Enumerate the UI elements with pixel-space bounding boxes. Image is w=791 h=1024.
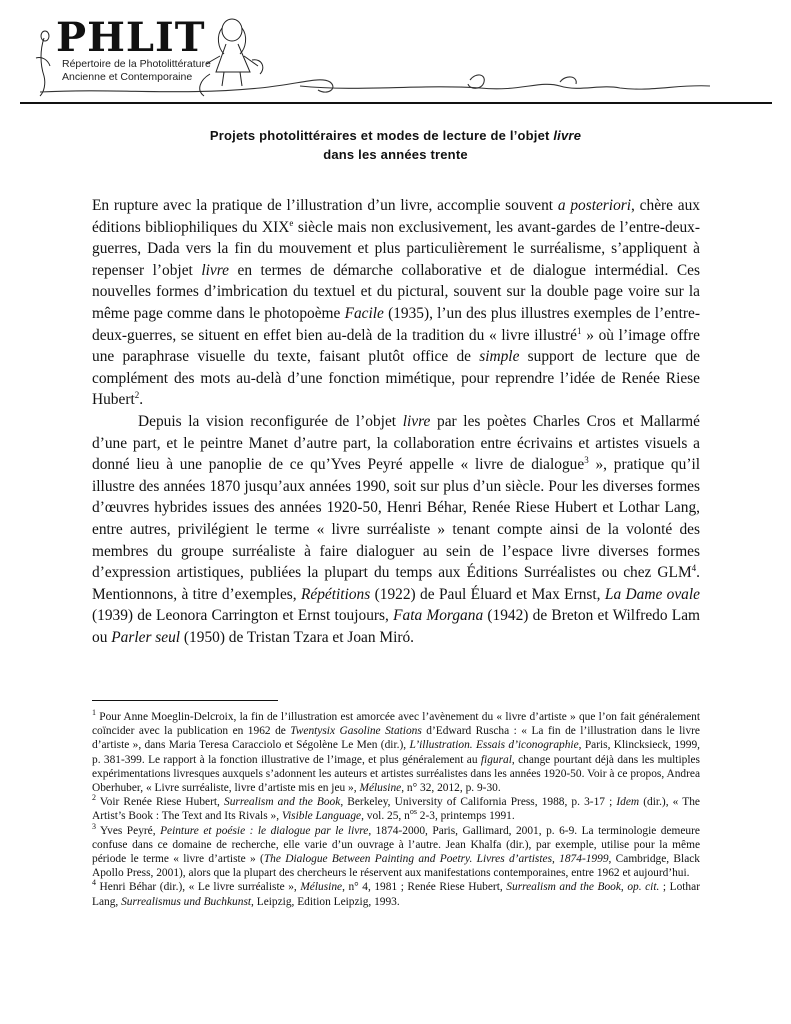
text-run: , Cambridge, Black Apollo Press, 2001), alors que la plupart des chercheurs le réservent aux manifestations contemporaines, entre 1962 et aujourd’hui. — [92, 853, 701, 880]
text-run: figural — [480, 753, 512, 766]
footnote-ref-1[interactable]: 1 — [577, 325, 582, 336]
text-run: livre — [201, 261, 229, 279]
text-run: Répétitions — [301, 585, 371, 603]
text-run: Voir Renée Riese Hubert, — [96, 796, 224, 809]
text-run: L’illustration. Essais d’iconographie — [409, 739, 579, 752]
text-run: , n° 4, 1981 ; Renée Riese Hubert, — [342, 881, 507, 894]
text-run: Yves Peyré, — [96, 824, 161, 837]
header-rule — [20, 102, 772, 104]
text-run: Surrealism and the Book — [506, 881, 621, 894]
text-run: 3 — [92, 821, 96, 831]
paragraph-1 — [92, 195, 700, 411]
text-run: , vol. 25, n — [361, 810, 410, 823]
text-run: Parler seul — [111, 628, 181, 646]
body-text — [92, 195, 700, 648]
text-run: 1 — [92, 708, 96, 718]
text-run: Surrealism and the Book — [224, 796, 341, 809]
title-line-2: dans les années trente — [323, 147, 468, 162]
text-run: Surrealismus und Buchkunst — [121, 895, 252, 908]
text-run: op. cit. — [627, 881, 660, 894]
text-run: simple — [479, 348, 520, 366]
text-run: (1939) de Leonora Carrington et Ernst toujours, — [92, 607, 394, 625]
text-run: The Dialogue Between Painting and Poetry. Livres d’artistes, 1874-1999 — [263, 853, 609, 866]
text-run: En rupture avec la pratique de l’illustration d’un livre, accomplie souvent — [92, 197, 558, 214]
text-run: (1942) de Breton et Wilfredo Lam ou — [92, 607, 701, 646]
text-run: 2-3, printemps 1991. — [416, 810, 515, 823]
text-run: Depuis la vision reconfigurée de l’objet — [138, 412, 403, 430]
footnote-separator — [92, 700, 278, 701]
text-run: siècle mais non exclusivement, les avant-gardes de l’entre-deux-guerres, Dada vers la fin du mouvement et plus particulièrement le surréalisme, s’appliquent à repenser l’objet — [92, 218, 700, 279]
logo-text — [56, 14, 211, 84]
footnote-1 — [92, 710, 700, 795]
text-run: 2 — [92, 793, 96, 803]
text-run: 4 — [92, 878, 96, 888]
page-header — [0, 0, 791, 110]
text-run: Mélusine — [300, 881, 343, 894]
text-run: , — [620, 881, 628, 894]
title-line-1 — [0, 126, 791, 145]
document-title — [0, 126, 791, 164]
text-run: , chère aux éditions bibliophiliques du XIX — [92, 197, 700, 236]
footnote-4 — [92, 880, 700, 908]
text-run: », pratique qu’il illustre des années 1870 jusqu’aux années 1990, soit sur plus d’un siècle. Pour les diverses formes d’œuvres hybrides issues des années 1920-50, Henri Béhar, Renée Riese Hubert et Lothar Lang, entre autres, privilégient le terme « livre surréaliste » tenant compte ainsi de la volonté des membres du groupe surréaliste à faire dialoguer au sein de l’espace livre diverses formes d’expression artistiques, publiées la plupart du temps aux Éditions Surréalistes ou chez GLM — [92, 456, 700, 582]
text-run: , 1874-2000, Paris, Gallimard, 2001, p. 6-9. La terminologie demeure confuse dans ce domaine de recherche, elle varie d’un ouvrage à l’autre. Jean Khalfa (dir.), par exemple, utilise pour la même période le terme « livre d’artiste » ( — [92, 824, 700, 866]
text-run: os — [409, 807, 417, 817]
text-run: , Leipzig, Edition Leipzig, 1993. — [251, 895, 400, 908]
text-run: e — [289, 217, 294, 228]
text-run: ; Lothar Lang, — [92, 881, 700, 908]
text-run: par les poètes Charles Cros et Mallarmé d’une part, et le peintre Manet d’autre part, la collaboration entre écrivains et artistes visuels a donné lieu à une panoplie de ce qu’Yves Peyré appelle « livre de dialogue — [92, 412, 700, 474]
text-run: support de lecture que de complément des mots au-delà d’une fonction mimétique, pour reprendre l’idée de Renée Riese Hubert — [92, 348, 700, 409]
brand-name: PHLIT — [56, 14, 206, 61]
text-run: , Berkeley, University of California Press, 1988, p. 3-17 ; — [340, 796, 617, 809]
text-run: Henri Béhar (dir.), « Le livre surréaliste », — [96, 881, 301, 894]
text-run: en termes de démarche collaborative et de dialogue intermédial. Ces nouvelles formes d’imbrication du textuel et du pictural, souvent sur la double page voire sur la même page comme dans le photopoème — [92, 261, 700, 322]
text-run: La Dame ovale — [604, 585, 700, 603]
text-run: Twentysix Gasoline Stations — [290, 725, 422, 738]
footnote-ref-4[interactable]: 4 — [691, 562, 697, 573]
text-run: Visible Language — [281, 810, 362, 823]
text-run: , n° 32, 2012, p. 9-30. — [401, 782, 501, 795]
footnote-ref-3[interactable]: 3 — [584, 455, 589, 465]
paragraph-2 — [92, 411, 700, 649]
footnotes — [92, 710, 700, 909]
text-run: (1935), l’un des plus illustres exemples de l’entre-deux-guerres, se situent en effet bien au-delà de la tradition du « livre illustré — [92, 304, 700, 344]
text-run: (dir.), « The Artist’s Book : The Text and Its Rivals », — [92, 796, 700, 823]
text-run: Fata Morgana — [393, 607, 484, 625]
brand-subtitle-1: Répertoire de la Photolittérature — [62, 58, 211, 70]
text-run: , change pourtant déjà dans les multiples expérimentations livresques auxquels s’adonnent les auteurs et artistes surréalistes dans les années 1920-50. Voir à ce propos, Andrea Oberhuber, « Livre surréaliste, livre d’artiste mis en jeu », — [92, 753, 700, 795]
text-run: Peinture et poésie : le dialogue par le livre — [160, 824, 369, 837]
text-run: Facile — [344, 304, 384, 322]
brand-subtitle-2: Ancienne et Contemporaine — [62, 71, 193, 83]
text-run: , Paris, Klincksieck, 1999, p. 381-399. Le rapport à la fonction illustrative de l’image, et plus généralement au — [92, 739, 700, 766]
text-run: (1922) de Paul Éluard et Max Ernst, — [370, 585, 605, 603]
text-run: Idem — [616, 796, 640, 809]
text-run: livre — [402, 412, 431, 430]
footnote-2 — [92, 795, 700, 823]
text-run: (1950) de Tristan Tzara et Joan Miró. — [180, 628, 415, 646]
footnote-ref-2[interactable]: 2 — [134, 390, 140, 401]
text-run: » où l’image offre une paraphrase visuelle du texte, faisant plutôt office de — [92, 326, 700, 366]
title-text: Projets photolittéraires et modes de lecture de l’objet — [209, 128, 554, 143]
text-run: . — [139, 391, 144, 409]
text-run: Mélusine — [359, 782, 402, 795]
text-run: d’Edward Ruscha : « La fin de l’illustration dans le livre d’artiste », dans Maria Teresa Caracciolo et Ségolène Le Men (dir.), — [92, 725, 700, 752]
text-run: Pour Anne Moeglin-Delcroix, la fin de l’illustration est amorcée avec l’avènement du « livre d’artiste » que l’on fait généralement coïncider avec la publication en 1962 de — [92, 711, 700, 738]
text-run: . Mentionnons, à titre d’exemples, — [92, 564, 700, 603]
title-italic: livre — [553, 128, 582, 143]
text-run: a posteriori — [557, 197, 632, 214]
footnote-3 — [92, 821, 701, 881]
